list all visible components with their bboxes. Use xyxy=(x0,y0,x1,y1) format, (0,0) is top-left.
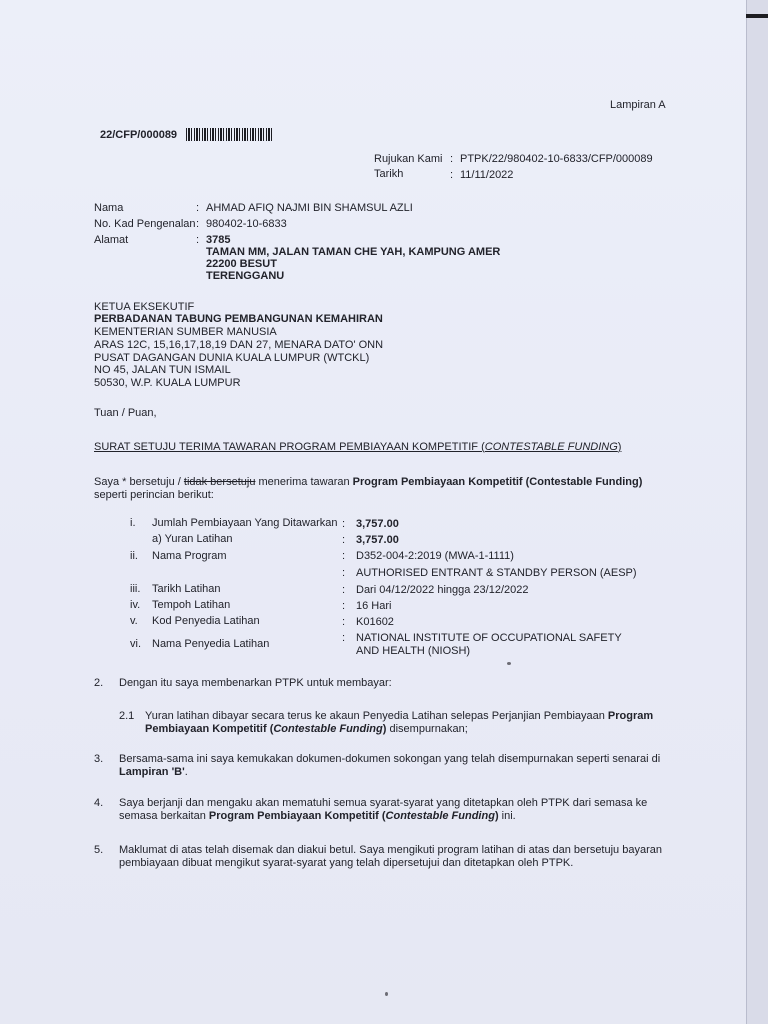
item-number: 5. xyxy=(94,844,104,856)
alamat-label: Alamat xyxy=(94,234,129,246)
detail-colon: : xyxy=(342,567,346,579)
detail-colon: : xyxy=(342,518,346,530)
alamat-line: TERENGGANU xyxy=(206,270,285,282)
intro-paragraph: Saya * bersetuju / tidak bersetuju menerima tawaran Program Pembiayaan Kompetitif (Contestable Funding) seperti perincian berikut: xyxy=(94,476,643,501)
detail-value: 3,757.00 xyxy=(356,518,399,530)
rujukan-colon: : xyxy=(450,153,454,165)
nama-colon: : xyxy=(196,202,200,214)
detail-colon: : xyxy=(342,632,346,644)
recipient-line: KETUA EKSEKUTIF xyxy=(94,301,195,313)
item-text: Dengan itu saya membenarkan PTPK untuk membayar: xyxy=(119,677,392,689)
kad-colon: : xyxy=(196,218,200,230)
detail-value: AUTHORISED ENTRANT & STANDBY PERSON (AESP) xyxy=(356,567,637,579)
recipient-line: ARAS 12C, 15,16,17,18,19 DAN 27, MENARA DATO' ONN xyxy=(94,339,384,351)
item-text: Yuran latihan dibayar secara terus ke akaun Penyedia Latihan selepas Perjanjian Pembiayaan Program Pembiayaan Kompetitif (Contestable Funding) disempurnakan; xyxy=(145,710,654,735)
recipient-line: PUSAT DAGANGAN DUNIA KUALA LUMPUR (WTCKL) xyxy=(94,352,370,364)
nama-value: AHMAD AFIQ NAJMI BIN SHAMSUL AZLI xyxy=(206,202,413,214)
item-number: 2.1 xyxy=(119,710,135,722)
detail-label: Nama Program xyxy=(152,550,227,562)
detail-label: Jumlah Pembiayaan Yang Ditawarkan xyxy=(152,517,338,529)
detail-value: 16 Hari xyxy=(356,600,392,612)
tarikh-label: Tarikh xyxy=(374,168,404,180)
item-number: 4. xyxy=(94,797,104,809)
rujukan-label: Rujukan Kami xyxy=(374,153,443,165)
detail-value: D352-004-2:2019 (MWA-1-1111) xyxy=(356,550,514,562)
tarikh-colon: : xyxy=(450,169,454,181)
alamat-line: TAMAN MM, JALAN TAMAN CHE YAH, KAMPUNG AMER xyxy=(206,246,501,258)
lampiran-label: Lampiran A xyxy=(610,99,666,111)
document-title: SURAT SETUJU TERIMA TAWARAN PROGRAM PEMBIAYAAN KOMPETITIF (CONTESTABLE FUNDING) xyxy=(94,441,622,453)
recipient-line: PERBADANAN TABUNG PEMBANGUNAN KEMAHIRAN xyxy=(94,313,383,325)
detail-label: Nama Penyedia Latihan xyxy=(152,638,270,650)
detail-label: Kod Penyedia Latihan xyxy=(152,615,260,627)
detail-label: a) Yuran Latihan xyxy=(152,533,233,545)
detail-num: iii. xyxy=(130,583,141,595)
scan-edge-mark xyxy=(746,14,768,18)
kad-value: 980402-10-6833 xyxy=(206,218,287,230)
detail-value: NATIONAL INSTITUTE OF OCCUPATIONAL SAFETY AND HEALTH (NIOSH) xyxy=(356,632,622,657)
paper-speck xyxy=(385,992,388,996)
detail-value: K01602 xyxy=(356,616,394,628)
detail-colon: : xyxy=(342,600,346,612)
alamat-line: 22200 BESUT xyxy=(206,258,277,270)
detail-value: Dari 04/12/2022 hingga 23/12/2022 xyxy=(356,584,529,596)
detail-label: Tarikh Latihan xyxy=(152,583,221,595)
detail-colon: : xyxy=(342,550,346,562)
detail-num: vi. xyxy=(130,638,141,650)
item-text: Maklumat di atas telah disemak dan diakui betul. Saya mengikuti program latihan di atas dan bersetuju bayaran pembiayaan dibuat mengikut syarat-syarat yang telah dipersetujui dan ditetapkan oleh PTPK. xyxy=(119,844,662,869)
rujukan-value: PTPK/22/980402-10-6833/CFP/000089 xyxy=(460,153,653,165)
salutation: Tuan / Puan, xyxy=(94,407,157,419)
detail-colon: : xyxy=(342,584,346,596)
detail-num: i. xyxy=(130,517,136,529)
kad-label: No. Kad Pengenalan xyxy=(94,218,196,230)
item-number: 2. xyxy=(94,677,104,689)
tarikh-value: 11/11/2022 xyxy=(460,169,514,181)
detail-colon: : xyxy=(342,534,346,546)
barcode-icon xyxy=(186,128,272,141)
detail-label: Tempoh Latihan xyxy=(152,599,231,611)
item-text: Bersama-sama ini saya kemukakan dokumen-dokumen sokongan yang telah disempurnakan seperti senarai di Lampiran 'B'. xyxy=(119,753,661,778)
item-text: Saya berjanji dan mengaku akan mematuhi semua syarat-syarat yang ditetapkan oleh PTPK dari semasa ke semasa berkaitan Program Pembiayaan Kompetitif (Contestable Funding) ini. xyxy=(119,797,648,822)
recipient-line: 50530, W.P. KUALA LUMPUR xyxy=(94,377,241,389)
recipient-line: NO 45, JALAN TUN ISMAIL xyxy=(94,364,231,376)
detail-num: v. xyxy=(130,615,138,627)
paper-speck xyxy=(507,662,511,665)
recipient-line: KEMENTERIAN SUMBER MANUSIA xyxy=(94,326,277,338)
alamat-colon: : xyxy=(196,234,200,246)
detail-value: 3,757.00 xyxy=(356,534,399,546)
reference-code: 22/CFP/000089 xyxy=(100,129,178,141)
detail-num: iv. xyxy=(130,599,141,611)
nama-label: Nama xyxy=(94,202,124,214)
item-number: 3. xyxy=(94,753,104,765)
detail-num: ii. xyxy=(130,550,138,562)
detail-colon: : xyxy=(342,616,346,628)
alamat-line: 3785 xyxy=(206,234,231,246)
